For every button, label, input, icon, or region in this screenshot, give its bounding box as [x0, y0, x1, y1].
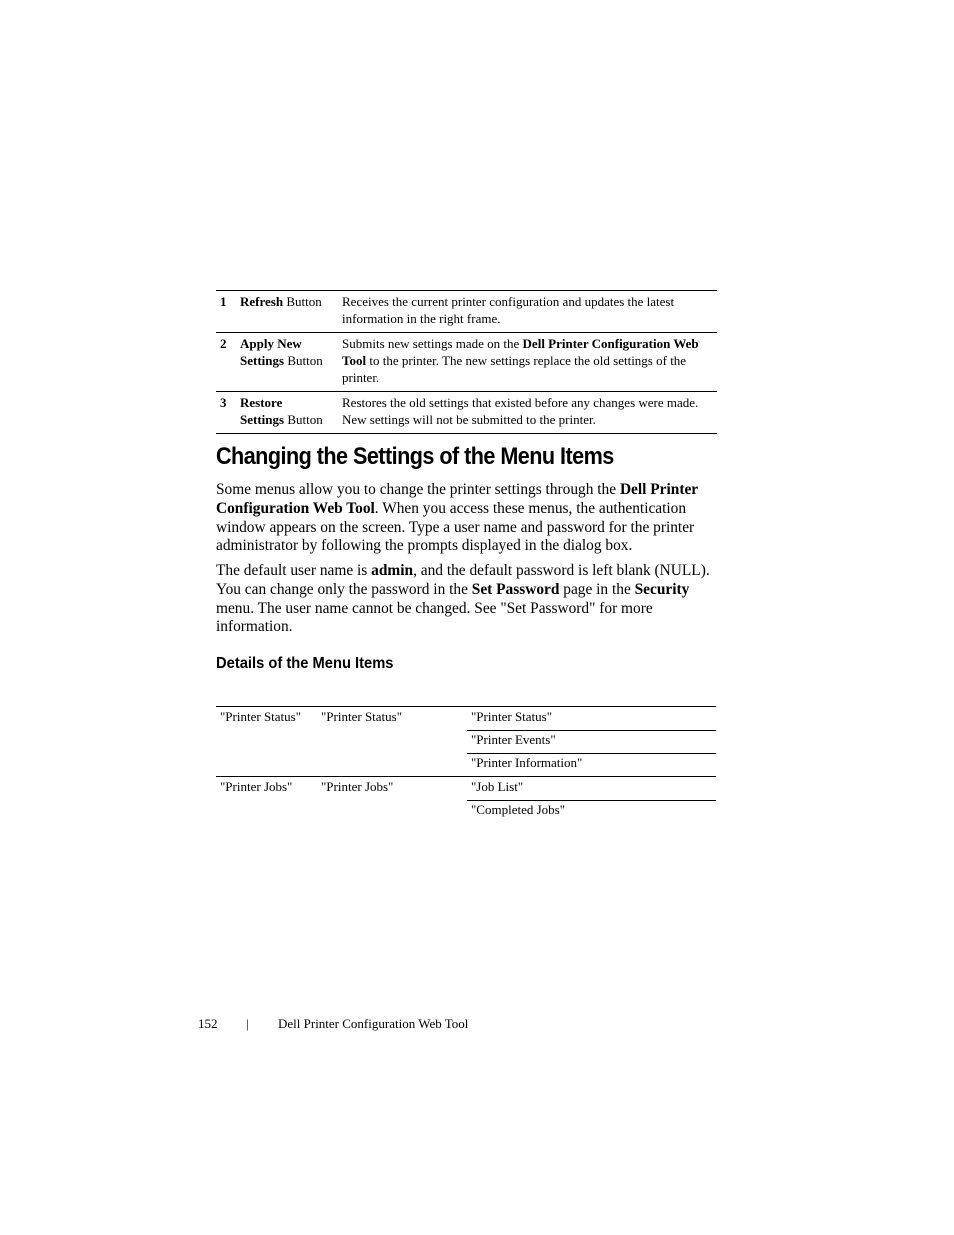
button-name: Refresh Button [240, 294, 322, 309]
menu-cell: "Printer Status" [321, 709, 403, 724]
table-row [216, 291, 717, 333]
row-number: 1 [220, 294, 227, 309]
footer-separator: | [246, 1016, 249, 1031]
menu-cell: "Printer Information" [471, 755, 583, 770]
menu-cell: "Printer Jobs" [321, 779, 394, 794]
section-title: Changing the Settings of the Menu Items [216, 443, 614, 470]
menu-items-table [216, 706, 716, 822]
menu-cell: "Printer Events" [471, 732, 556, 747]
table-row [216, 776, 716, 799]
button-description: Submits new settings made on the Dell Printer Configuration Web Tool to the printer. The new settings replace the old settings of the printer. [342, 336, 699, 385]
subsection-title: Details of the Menu Items [216, 655, 394, 672]
row-number: 2 [220, 336, 227, 351]
button-description: Receives the current printer configuration and updates the latest information in the right frame. [342, 294, 675, 326]
default-credentials-paragraph: The default user name is admin, and the default password is left blank (NULL). You can change only the password in the Set Password page in the Security menu. The user name cannot be changed. See "Set Password" for more information. [216, 562, 710, 636]
button-name: Restore Settings Button [240, 395, 323, 427]
table-row [216, 799, 716, 822]
button-name: Apply New Settings Button [240, 336, 323, 368]
table-row [216, 752, 716, 775]
table-row [216, 392, 717, 434]
table-row [216, 706, 716, 729]
row-number: 3 [220, 395, 227, 410]
menu-cell: "Printer Status" [220, 709, 302, 724]
table-row [216, 729, 716, 752]
menu-cell: "Printer Jobs" [220, 779, 293, 794]
menu-cell: "Job List" [471, 779, 524, 794]
menu-cell: "Completed Jobs" [471, 802, 566, 817]
table-row [216, 333, 717, 392]
intro-paragraph: Some menus allow you to change the printer settings through the Dell Printer Configuration Web Tool. When you access these menus, the authentication window appears on the screen. Type a user name and password for the printer administrator by following the prompts displayed in the dialog box. [216, 481, 698, 555]
button-description: Restores the old settings that existed before any changes were made. New settings will not be submitted to the printer. [342, 395, 699, 427]
running-title: Dell Printer Configuration Web Tool [278, 1016, 469, 1031]
button-description-table [216, 290, 717, 434]
menu-cell: "Printer Status" [471, 709, 553, 724]
page-number: 152 [198, 1016, 218, 1031]
